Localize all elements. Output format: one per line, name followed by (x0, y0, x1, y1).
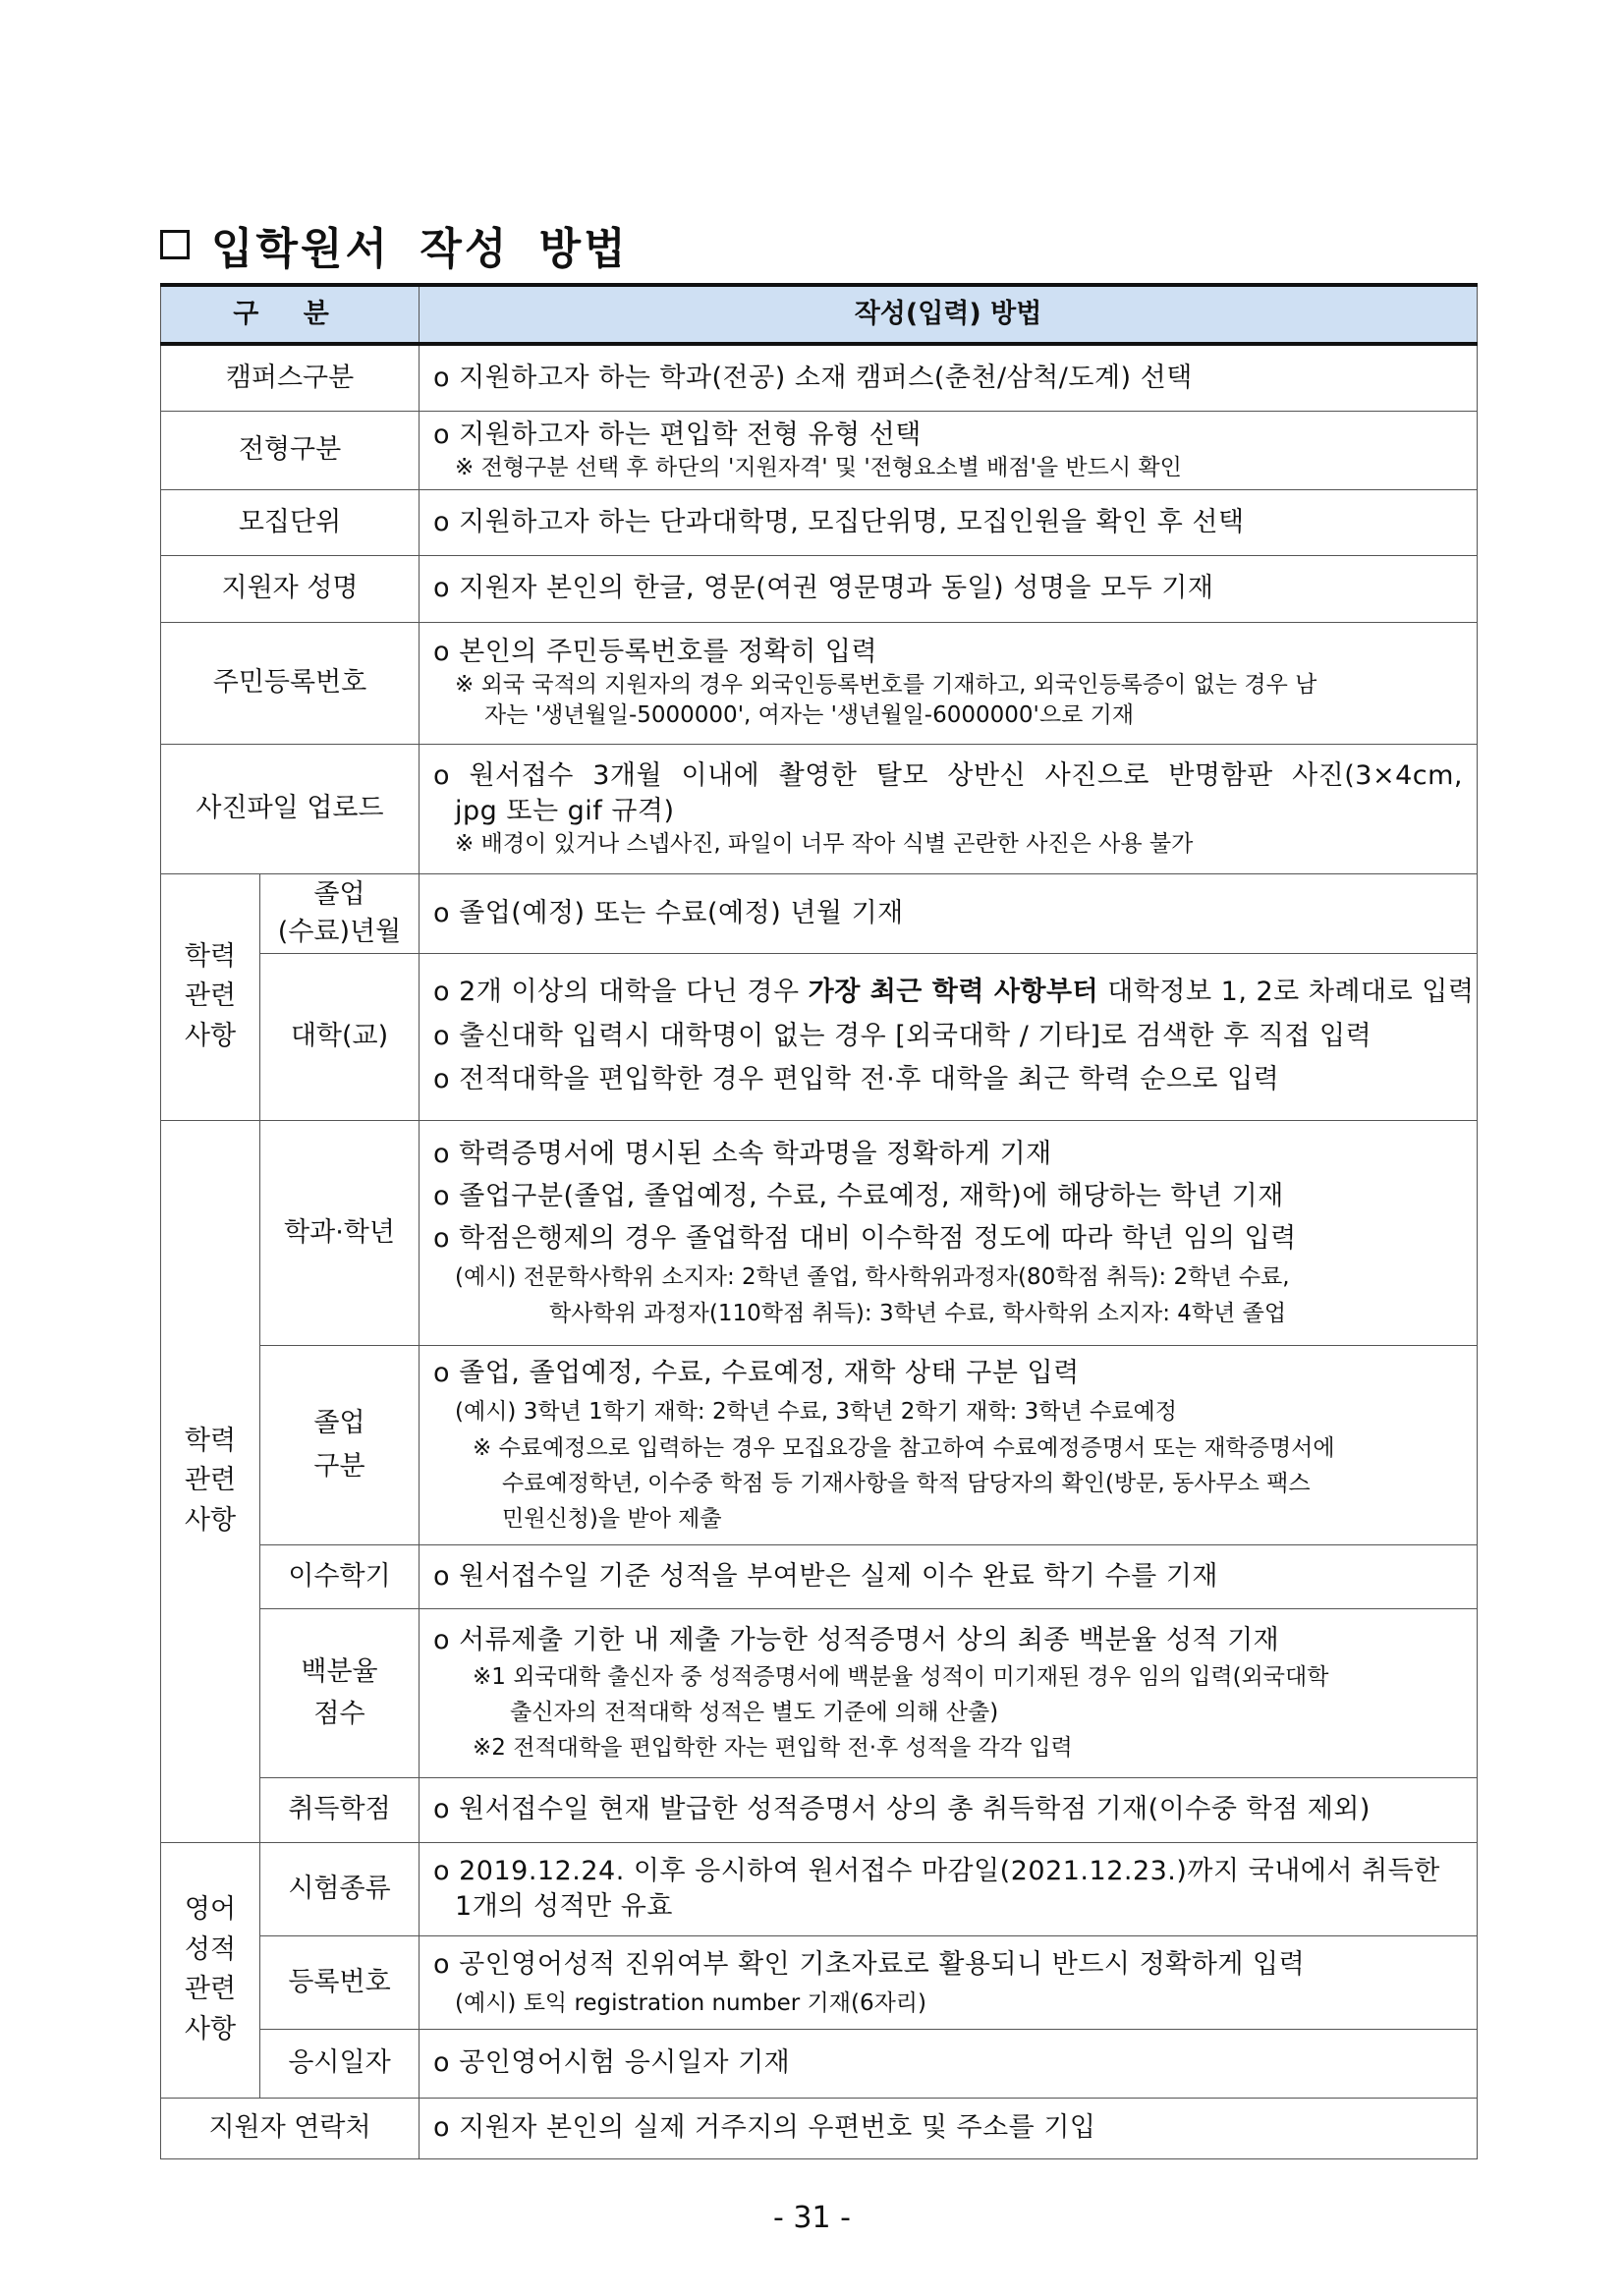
table-row (161, 555, 1478, 622)
row-content-univ: o 2개 이상의 대학을 다닌 경우 가장 최근 학력 사항부터 대학정보 1, 2로 차례대로 입력 o 출신대학 입력시 대학명이 없는 경우 [외국대학 / 기타]로 검색한 후 직접 입력 o 전적대학을 편입학한 경우 편입학 전·후 대학을 최근 학력 순으로 입력 (420, 953, 1478, 1120)
row-content-test: o 2019.12.24. 이후 응시하여 원서접수 마감일(2021.12.23.)까지 국내에서 취득한 1개의 성적만 유효 (420, 1842, 1478, 1935)
group-label-education-2: 학력 관련 사항 (161, 1120, 260, 1842)
table-row (161, 953, 1478, 1120)
row-label-name: 지원자 성명 (161, 555, 420, 622)
row-label-test-date: 응시일자 (260, 2029, 420, 2098)
row-content-dept: o 학력증명서에 명시된 소속 학과명을 정확하게 기재 o 졸업구분(졸업, 졸업예정, 수료, 수료예정, 재학)에 해당하는 학년 기재 o 학점은행제의 경우 졸업학점 대비 이수학점 정도에 따라 학년 임의 입력 (예시) 전문학사학위 소지자: 2학년 졸업, 학사학위과정자(80학점 취득): 2학년 수료, 학사학위 과정자(110학점 취득): 3학년 수료, 학사학위 소지자: 4학년 졸업 (420, 1120, 1478, 1345)
table-row (161, 1935, 1478, 2029)
table-row (161, 344, 1478, 411)
row-label-photo: 사진파일 업로드 (161, 744, 420, 873)
page-number: - 31 - (773, 2201, 851, 2235)
group-label-english: 영어 성적 관련 사항 (161, 1842, 260, 2098)
table-row (161, 489, 1478, 555)
row-label-credits: 취득학점 (260, 1777, 420, 1842)
row-content-contact: o 지원자 본인의 실제 거주지의 우편번호 및 주소를 기입 (420, 2098, 1478, 2158)
row-content-semesters: o 원서접수일 기준 성적을 부여받은 실제 이수 완료 학기 수를 기재 (420, 1544, 1478, 1608)
table-row (161, 1842, 1478, 1935)
group-label-education: 학력 관련 사항 (161, 873, 260, 1120)
checkbox-icon (160, 230, 190, 259)
table-row (161, 411, 1478, 489)
row-content-photo: o 원서접수 3개월 이내에 촬영한 탈모 상반신 사진으로 반명함판 사진(3×4cm, jpg 또는 gif 규격) ※ 배경이 있거나 스넵사진, 파일이 너무 작아 식별 곤란한 사진은 사용 불가 (420, 744, 1478, 873)
table-row (161, 744, 1478, 873)
table-row (161, 1345, 1478, 1544)
table-row (161, 2029, 1478, 2098)
table-row (161, 622, 1478, 744)
row-content-credits: o 원서접수일 현재 발급한 성적증명서 상의 총 취득학점 기재(이수중 학점 제외) (420, 1777, 1478, 1842)
table-row (161, 2098, 1478, 2158)
row-content-test-date: o 공인영어시험 응시일자 기재 (420, 2029, 1478, 2098)
row-label-percent: 백분율 점수 (260, 1608, 420, 1777)
row-content-campus: o 지원하고자 하는 학과(전공) 소재 캠퍼스(춘천/삼척/도계) 선택 (420, 344, 1478, 411)
table-row (161, 1120, 1478, 1345)
row-label-test: 시험종류 (260, 1842, 420, 1935)
row-content-grad-type: o 졸업, 졸업예정, 수료, 수료예정, 재학 상태 구분 입력 (예시) 3학년 1학기 재학: 2학년 수료, 3학년 2학기 재학: 3학년 수료예정 ※ 수료예정으로 입력하는 경우 모집요강을 참고하여 수료예정증명서 또는 재학증명서에 수료예정학년, 이수중 학점 등 기재사항을 학적 담당자의 확인(방문, 동사무소 팩스 민원신청)을 받아 제출 (420, 1345, 1478, 1544)
row-label-rrn: 주민등록번호 (161, 622, 420, 744)
table-row (161, 1544, 1478, 1608)
row-content-reg: o 공인영어성적 진위여부 확인 기초자료로 활용되니 반드시 정확하게 입력 (예시) 토익 registration number 기재(6자리) (420, 1935, 1478, 2029)
row-label-univ: 대학(교) (260, 953, 420, 1120)
application-form-guide-table (160, 283, 1478, 2159)
row-label-campus: 캠퍼스구분 (161, 344, 420, 411)
page-title: 입학원서 작성 방법 (211, 224, 629, 274)
row-label-grad-date: 졸업 (수료)년월 (260, 873, 420, 953)
row-label-semesters: 이수학기 (260, 1544, 420, 1608)
row-content-type: o 지원하고자 하는 편입학 전형 유형 선택 ※ 전형구분 선택 후 하단의 '지원자격' 및 '전형요소별 배점'을 반드시 확인 (420, 411, 1478, 489)
row-content-grad-date: o 졸업(예정) 또는 수료(예정) 년월 기재 (420, 873, 1478, 953)
header-category: 구 분 (161, 285, 420, 344)
row-label-type: 전형구분 (161, 411, 420, 489)
table-header-row (161, 285, 1478, 344)
row-label-reg: 등록번호 (260, 1935, 420, 2029)
section-heading (160, 214, 629, 275)
row-label-dept: 학과·학년 (260, 1120, 420, 1345)
header-method: 작성(입력) 방법 (420, 285, 1478, 344)
row-content-unit: o 지원하고자 하는 단과대학명, 모집단위명, 모집인원을 확인 후 선택 (420, 489, 1478, 555)
row-content-rrn: o 본인의 주민등록번호를 정확히 입력 ※ 외국 국적의 지원자의 경우 외국인등록번호를 기재하고, 외국인등록증이 없는 경우 남 자는 '생년월일-5000000', 여자는 '생년월일-6000000'으로 기재 (420, 622, 1478, 744)
row-label-unit: 모집단위 (161, 489, 420, 555)
row-label-grad-type: 졸업 구분 (260, 1345, 420, 1544)
row-label-contact: 지원자 연락처 (161, 2098, 420, 2158)
row-content-percent: o 서류제출 기한 내 제출 가능한 성적증명서 상의 최종 백분율 성적 기재 ※1 외국대학 출신자 중 성적증명서에 백분율 성적이 미기재된 경우 임의 입력(외국대학 출신자의 전적대학 성적은 별도 기준에 의해 산출) ※2 전적대학을 편입학한 자는 편입학 전·후 성적을 각각 입력 (420, 1608, 1478, 1777)
table-row (161, 873, 1478, 953)
row-content-name: o 지원자 본인의 한글, 영문(여권 영문명과 동일) 성명을 모두 기재 (420, 555, 1478, 622)
table-row (161, 1777, 1478, 1842)
table-row (161, 1608, 1478, 1777)
